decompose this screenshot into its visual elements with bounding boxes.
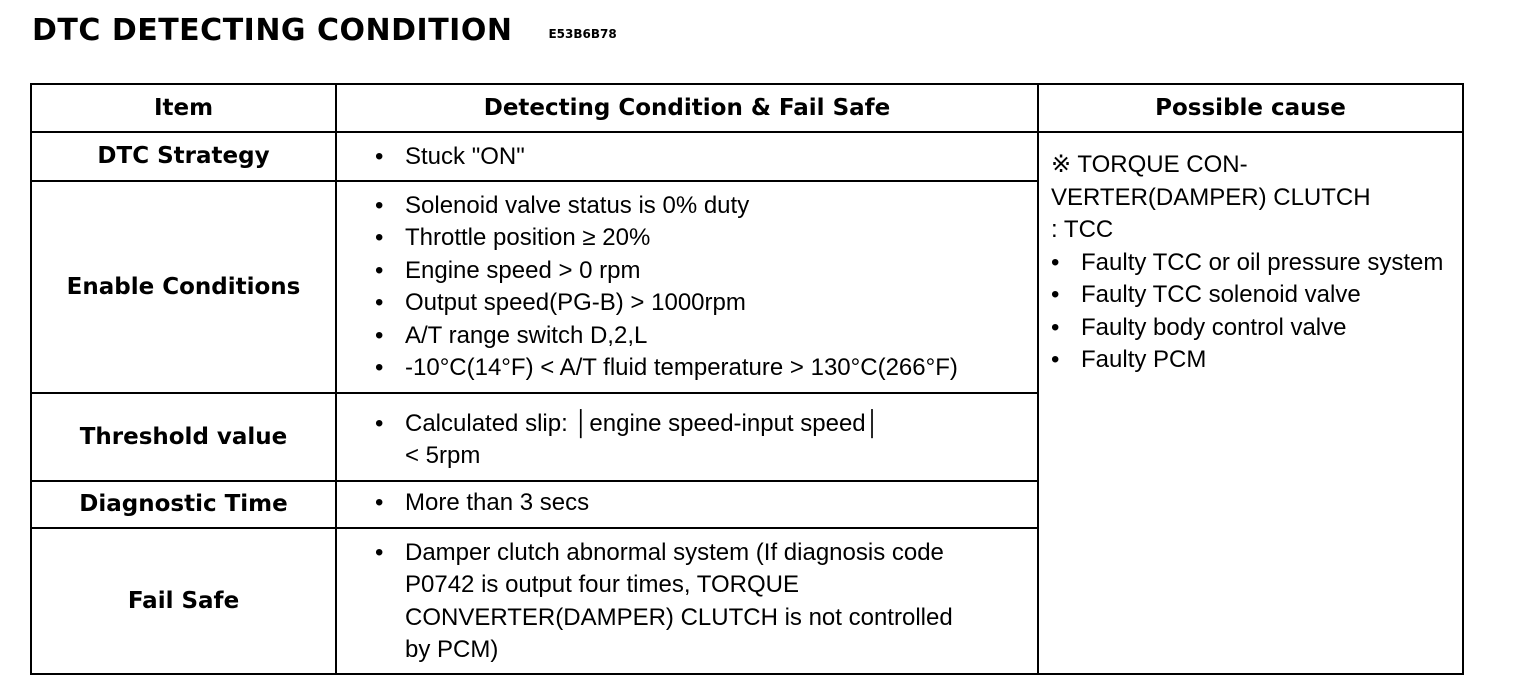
row-label: Enable Conditions (31, 181, 336, 393)
column-header-item: Item (31, 84, 336, 132)
condition-item: • More than 3 secs (375, 487, 1031, 520)
cause-item: • Faulty TCC solenoid valve (1051, 279, 1454, 312)
condition-cell (336, 132, 1038, 181)
cause-item: • Faulty body control valve (1051, 312, 1454, 345)
condition-item: • Solenoid valve status is 0% duty (375, 190, 1031, 223)
condition-item: • Damper clutch abnormal system (If diagnosis code P0742 is output four times, TORQUE CONVERTER(DAMPER) CLUTCH is not controlled by PCM) (375, 537, 1031, 667)
cause-item: • Faulty TCC or oil pressure system (1051, 247, 1454, 280)
cause-list (1051, 247, 1454, 377)
row-label: DTC Strategy (31, 132, 336, 181)
condition-cell (336, 393, 1038, 481)
condition-item: • Stuck "ON" (375, 141, 1031, 174)
condition-item: • Calculated slip: │engine speed-input speed│ < 5rpm (375, 408, 1031, 473)
condition-cell (336, 181, 1038, 393)
column-header-condition: Detecting Condition & Fail Safe (336, 84, 1038, 132)
table-row-dtc-strategy (31, 132, 1463, 181)
condition-item: • Output speed(PG-B) > 1000rpm (375, 287, 1031, 320)
condition-cell (336, 481, 1038, 528)
condition-item: • A/T range switch D,2,L (375, 320, 1031, 353)
dtc-table (30, 83, 1464, 675)
cause-item: • Faulty PCM (1051, 344, 1454, 377)
document-code: E53B6B78 (548, 27, 617, 41)
condition-cell (336, 528, 1038, 674)
condition-item: • -10°C(14°F) < A/T fluid temperature > 130°C(266°F) (375, 352, 1031, 385)
cause-heading-line: ※ TORQUE CON- (1051, 151, 1248, 178)
condition-item: • Throttle position ≥ 20% (375, 222, 1031, 255)
page-header (32, 8, 617, 52)
page-title: DTC DETECTING CONDITION (32, 12, 513, 48)
row-label: Threshold value (31, 393, 336, 481)
condition-item: • Engine speed > 0 rpm (375, 255, 1031, 288)
table-header-row (31, 84, 1463, 132)
possible-cause-cell (1038, 132, 1463, 674)
cause-heading-line: VERTER(DAMPER) CLUTCH (1051, 183, 1371, 211)
cause-heading-line: : TCC (1051, 216, 1114, 243)
row-label: Diagnostic Time (31, 481, 336, 528)
column-header-cause: Possible cause (1038, 84, 1463, 132)
row-label: Fail Safe (31, 528, 336, 674)
